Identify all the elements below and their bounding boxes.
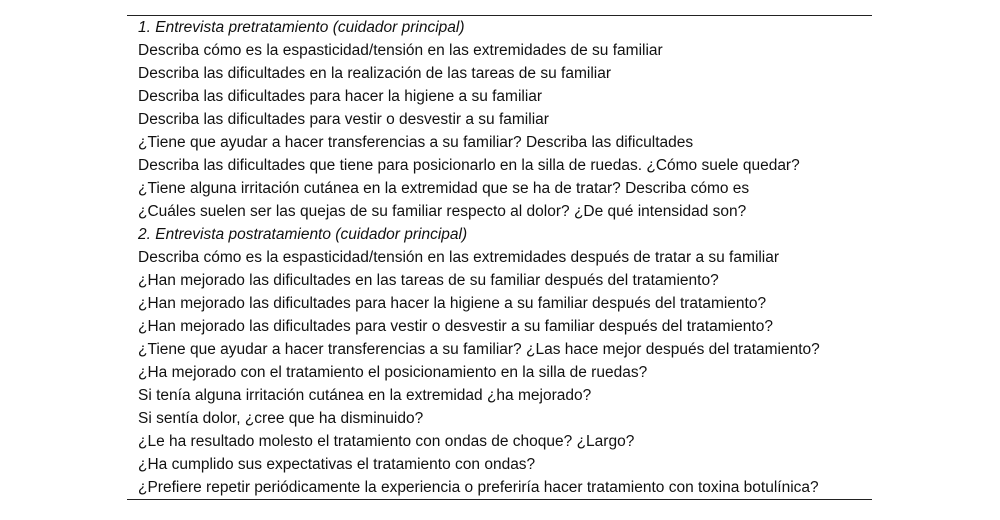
question-row: ¿Tiene alguna irritación cutánea en la extremidad que se ha de tratar? Describa cómo es: [138, 180, 750, 197]
question-row: Describa cómo es la espasticidad/tensión en las extremidades de su familiar: [138, 42, 663, 59]
question-row: ¿Han mejorado las dificultades para vestir o desvestir a su familiar después del tratamiento?: [138, 318, 773, 335]
section-title-posttreatment: 2. Entrevista postratamiento (cuidador principal): [138, 226, 468, 243]
question-row: Si sentía dolor, ¿cree que ha disminuido?: [138, 410, 424, 427]
question-row: Describa las dificultades para vestir o desvestir a su familiar: [138, 111, 549, 128]
question-row: ¿Han mejorado las dificultades en las tareas de su familiar después del tratamiento?: [138, 272, 719, 289]
question-row: Describa las dificultades en la realización de las tareas de su familiar: [138, 65, 611, 82]
question-row: ¿Tiene que ayudar a hacer transferencias a su familiar? Describa las dificultades: [138, 134, 694, 151]
question-row: ¿Le ha resultado molesto el tratamiento con ondas de choque? ¿Largo?: [138, 433, 635, 450]
question-row: ¿Ha cumplido sus expectativas el tratamiento con ondas?: [138, 456, 536, 473]
question-row: Describa las dificultades que tiene para posicionarlo en la silla de ruedas. ¿Cómo suele quedar?: [138, 157, 800, 174]
question-row: ¿Tiene que ayudar a hacer transferencias a su familiar? ¿Las hace mejor después del tratamiento?: [138, 341, 820, 358]
questionnaire-table: [127, 15, 872, 500]
question-row: Describa las dificultades para hacer la higiene a su familiar: [138, 88, 543, 105]
question-row: Si tenía alguna irritación cutánea en la extremidad ¿ha mejorado?: [138, 387, 592, 404]
question-row: ¿Ha mejorado con el tratamiento el posicionamiento en la silla de ruedas?: [138, 364, 648, 381]
question-row: ¿Han mejorado las dificultades para hacer la higiene a su familiar después del tratamiento?: [138, 295, 767, 312]
question-row: ¿Prefiere repetir periódicamente la experiencia o preferiría hacer tratamiento con toxina botulínica?: [138, 479, 819, 496]
question-row: ¿Cuáles suelen ser las quejas de su familiar respecto al dolor? ¿De qué intensidad son?: [138, 203, 747, 220]
section-title-pretreatment: 1. Entrevista pretratamiento (cuidador principal): [138, 19, 465, 36]
question-row: Describa cómo es la espasticidad/tensión en las extremidades después de tratar a su familiar: [138, 249, 779, 266]
